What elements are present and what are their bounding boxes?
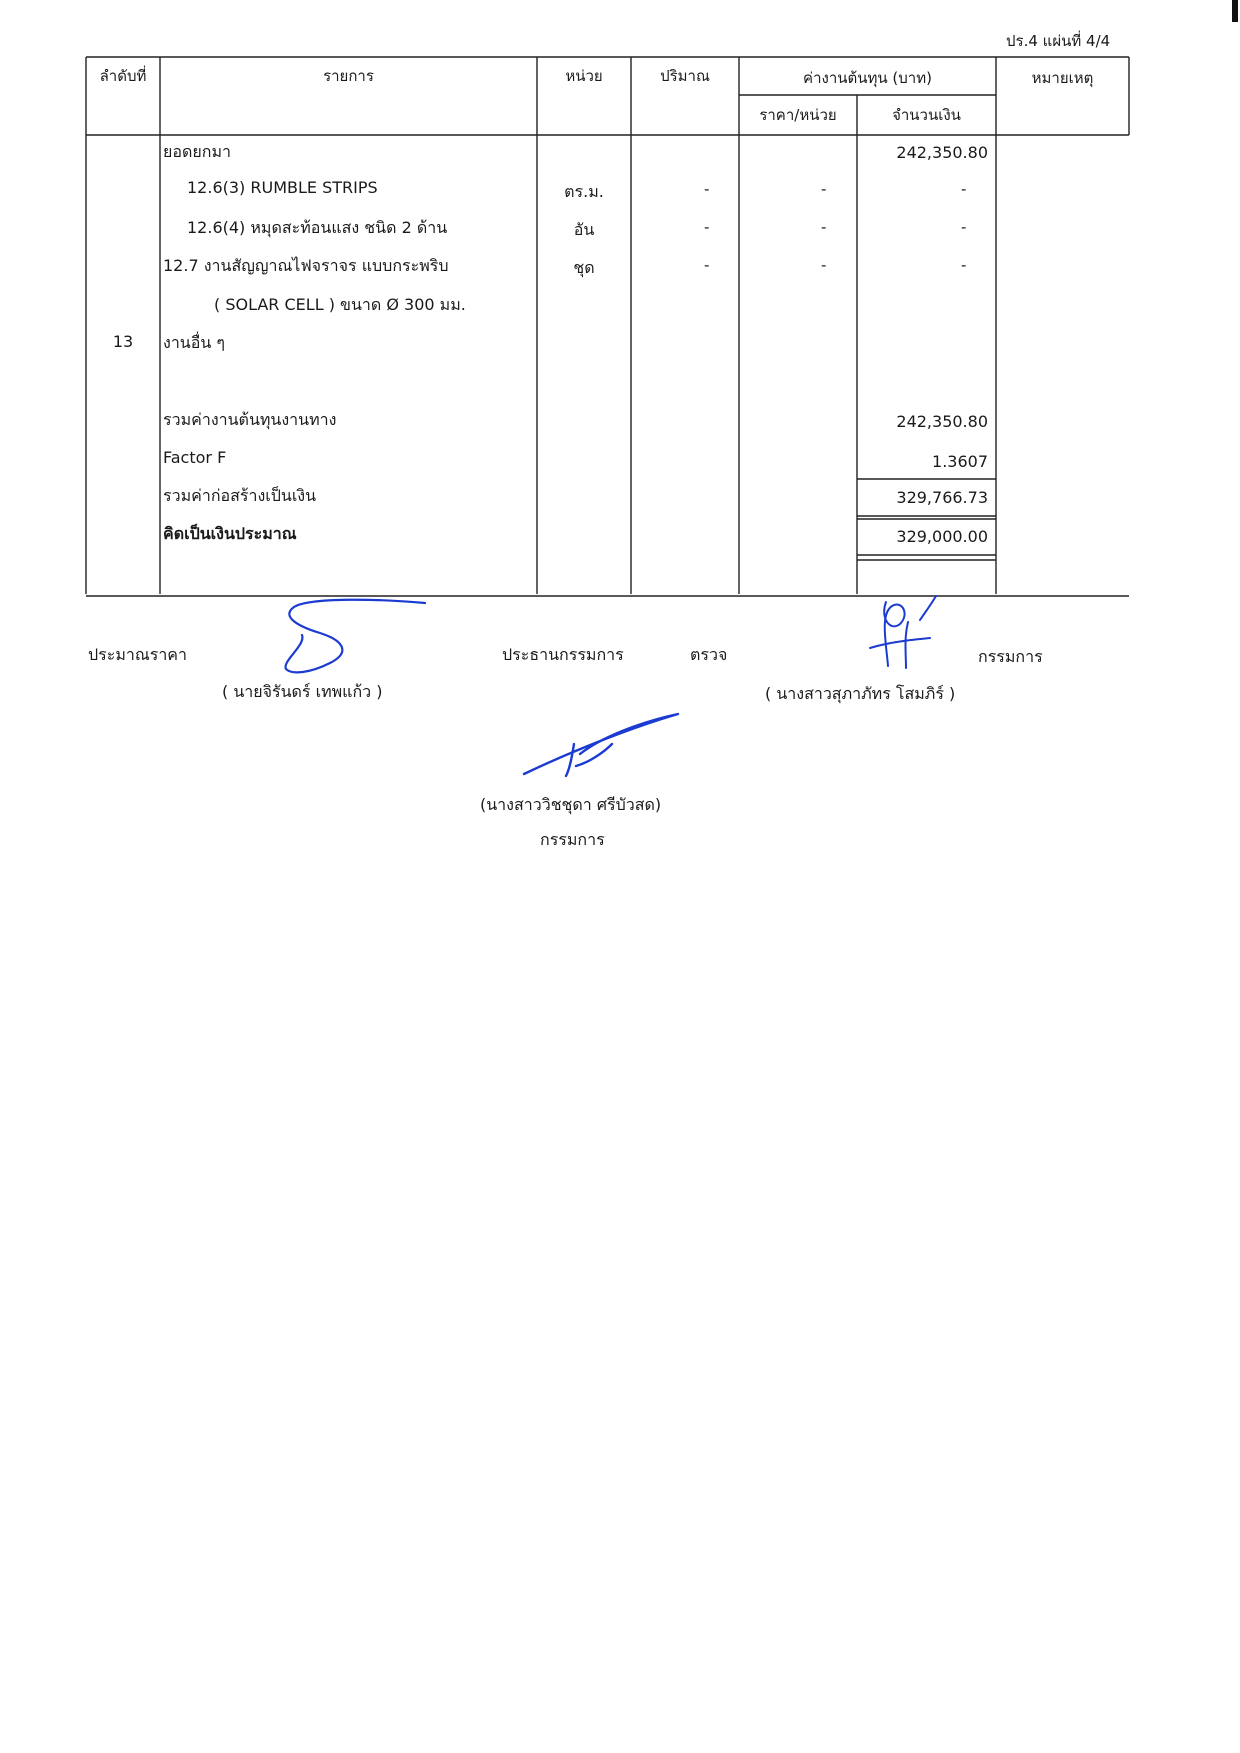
- member-2-name: (นางสาววิชชุดา ศรีบัวสด): [480, 795, 662, 814]
- member-2-role: กรรมการ: [540, 830, 605, 849]
- check-word: ตรวจ: [690, 645, 728, 664]
- row-price: -: [821, 180, 827, 198]
- header-cost-group: ค่างานต้นทุน (บาท): [803, 69, 932, 87]
- header-unit: หน่วย: [565, 67, 603, 85]
- row-item: งานอื่น ๆ: [163, 333, 225, 352]
- header-amount: จำนวนเงิน: [892, 106, 961, 124]
- header-no: ลำดับที่: [99, 67, 147, 85]
- row-item: 12.6(4) หมุดสะท้อนแสง ชนิด 2 ด้าน: [187, 218, 448, 237]
- header-qty: ปริมาณ: [660, 67, 710, 85]
- row-price: -: [821, 218, 827, 236]
- row-qty: -: [704, 218, 710, 236]
- row-qty: -: [704, 180, 710, 198]
- estimate-label: คิดเป็นเงินประมาณ: [163, 524, 297, 543]
- total-cost-value: 242,350.80: [896, 412, 988, 431]
- member-1-signature: [850, 592, 950, 672]
- factor-value: 1.3607: [932, 452, 988, 471]
- estimate-value: 329,000.00: [896, 527, 988, 546]
- row-brought-forward-amount: 242,350.80: [896, 143, 988, 162]
- row-item: 12.6(3) RUMBLE STRIPS: [187, 178, 378, 197]
- row-amount: -: [961, 180, 967, 198]
- page-reference: ปร.4 แผ่นที่ 4/4: [1006, 32, 1111, 50]
- row-price: -: [821, 256, 827, 274]
- row-unit: ตร.ม.: [564, 182, 604, 201]
- row-item-continuation: ( SOLAR CELL ) ขนาด Ø 300 มม.: [214, 295, 466, 314]
- total-cost-label: รวมค่างานต้นทุนงานทาง: [163, 410, 337, 429]
- row-amount: -: [961, 218, 967, 236]
- factor-label: Factor F: [163, 448, 227, 467]
- row-brought-forward-label: ยอดยกมา: [163, 142, 231, 161]
- row-amount: -: [961, 256, 967, 274]
- chair-role: ประธานกรรมการ: [502, 645, 624, 664]
- estimator-name: ( นายจิรันดร์ เทพแก้ว ): [222, 682, 383, 701]
- scan-edge-mark: [1232, 0, 1238, 22]
- row-item: 12.7 งานสัญญาณไฟจราจร แบบกระพริบ: [163, 256, 449, 275]
- estimator-role: ประมาณราคา: [88, 645, 187, 664]
- member-2-signature: [520, 708, 690, 780]
- construction-total-value: 329,766.73: [896, 488, 988, 507]
- header-unit-price: ราคา/หน่วย: [759, 106, 837, 124]
- construction-total-label: รวมค่าก่อสร้างเป็นเงิน: [163, 486, 317, 505]
- header-item: รายการ: [323, 67, 374, 85]
- header-remark: หมายเหตุ: [1031, 69, 1094, 87]
- row-unit: ชุด: [573, 258, 595, 277]
- row-qty: -: [704, 256, 710, 274]
- member-1-role: กรรมการ: [978, 647, 1043, 666]
- row-number: 13: [112, 332, 134, 351]
- estimator-signature: [270, 595, 430, 680]
- row-unit: อัน: [573, 220, 595, 239]
- member-1-name: ( นางสาวสุภาภัทร โสมภิร์ ): [765, 684, 956, 703]
